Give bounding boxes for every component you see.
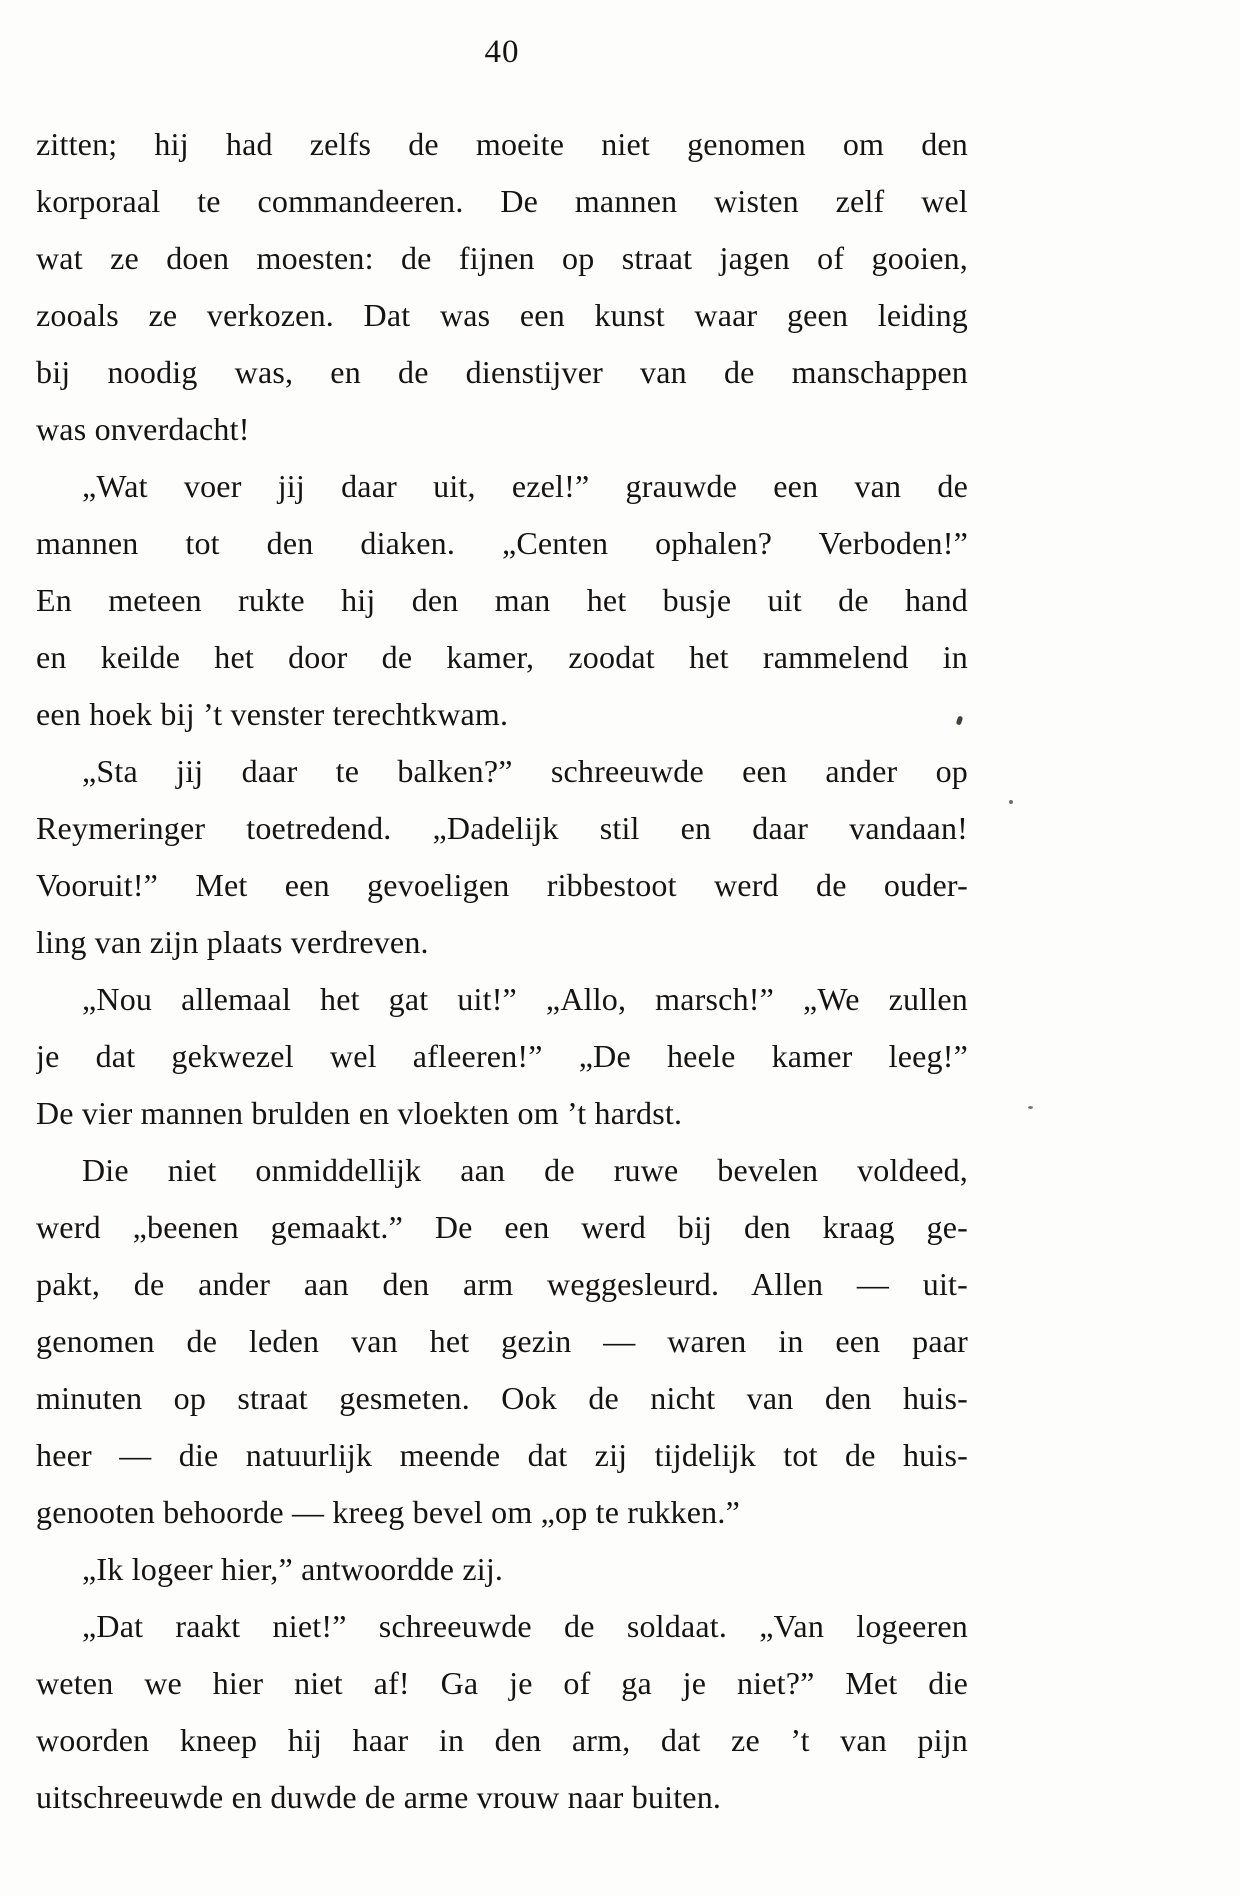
paragraph [36,743,968,971]
text-block [36,116,968,1826]
text-line: Reymeringer toetredend. „Dadelijk stil en daar vandaan! [36,810,968,846]
text-line: woorden kneep hij haar in den arm, dat ze ’t van pijn [36,1722,968,1758]
paragraph [36,971,968,1142]
text-line: heer — die natuurlijk meende dat zij tijdelijk tot de huis- [36,1437,968,1473]
text-line: pakt, de ander aan den arm weggesleurd. Allen — uit- [36,1266,968,1302]
text-line: De vier mannen brulden en vloekten om ’t hardst. [36,1095,683,1131]
text-line: Die niet onmiddellijk aan de ruwe bevelen voldeed, [82,1152,968,1188]
text-line: genooten behoorde — kreeg bevel om „op te rukken.” [36,1494,740,1530]
text-line: werd „beenen gemaakt.” De een werd bij den kraag ge- [36,1209,968,1245]
text-line: „Wat voer jij daar uit, ezel!” grauwde een van de [82,468,968,504]
paragraph [36,1541,968,1598]
text-line: bij noodig was, en de dienstijver van de manschappen [36,354,968,390]
ink-speck [1009,800,1013,804]
text-line: wat ze doen moesten: de fijnen op straat jagen of gooien, [36,240,968,276]
text-line: weten we hier niet af! Ga je of ga je niet?” Met die [36,1665,968,1701]
text-line: En meteen rukte hij den man het busje uit de hand [36,582,968,618]
text-line: ling van zijn plaats verdreven. [36,924,429,960]
text-line: „Ik logeer hier,” antwoordde zij. [82,1551,504,1587]
text-line: korporaal te commandeeren. De mannen wisten zelf wel [36,183,968,219]
paragraph [36,116,968,458]
text-line: „Sta jij daar te balken?” schreeuwde een ander op [82,753,968,789]
text-line: en keilde het door de kamer, zoodat het rammelend in [36,639,968,675]
text-line: „Dat raakt niet!” schreeuwde de soldaat. „Van logeeren [82,1608,968,1644]
text-line: mannen tot den diaken. „Centen ophalen? Verboden!” [36,525,968,561]
text-line: was onverdacht! [36,411,250,447]
paragraph [36,1598,968,1826]
text-line: een hoek bij ’t venster terechtkwam. [36,696,509,732]
text-line: uitschreeuwde en duwde de arme vrouw naar buiten. [36,1779,722,1815]
paragraph [36,458,968,743]
text-line: genomen de leden van het gezin — waren in een paar [36,1323,968,1359]
paragraph [36,1142,968,1541]
page-number: 40 [484,34,520,70]
ink-speck [1028,1106,1033,1109]
text-line: je dat gekwezel wel afleeren!” „De heele kamer leeg!” [36,1038,968,1074]
text-line: zitten; hij had zelfs de moeite niet genomen om den [36,126,968,162]
text-line: zooals ze verkozen. Dat was een kunst waar geen leiding [36,297,968,333]
text-line: „Nou allemaal het gat uit!” „Allo, marsch!” „We zullen [82,981,968,1017]
text-line: minuten op straat gesmeten. Ook de nicht van den huis- [36,1380,968,1416]
text-line: Vooruit!” Met een gevoeligen ribbestoot werd de ouder- [36,867,968,903]
